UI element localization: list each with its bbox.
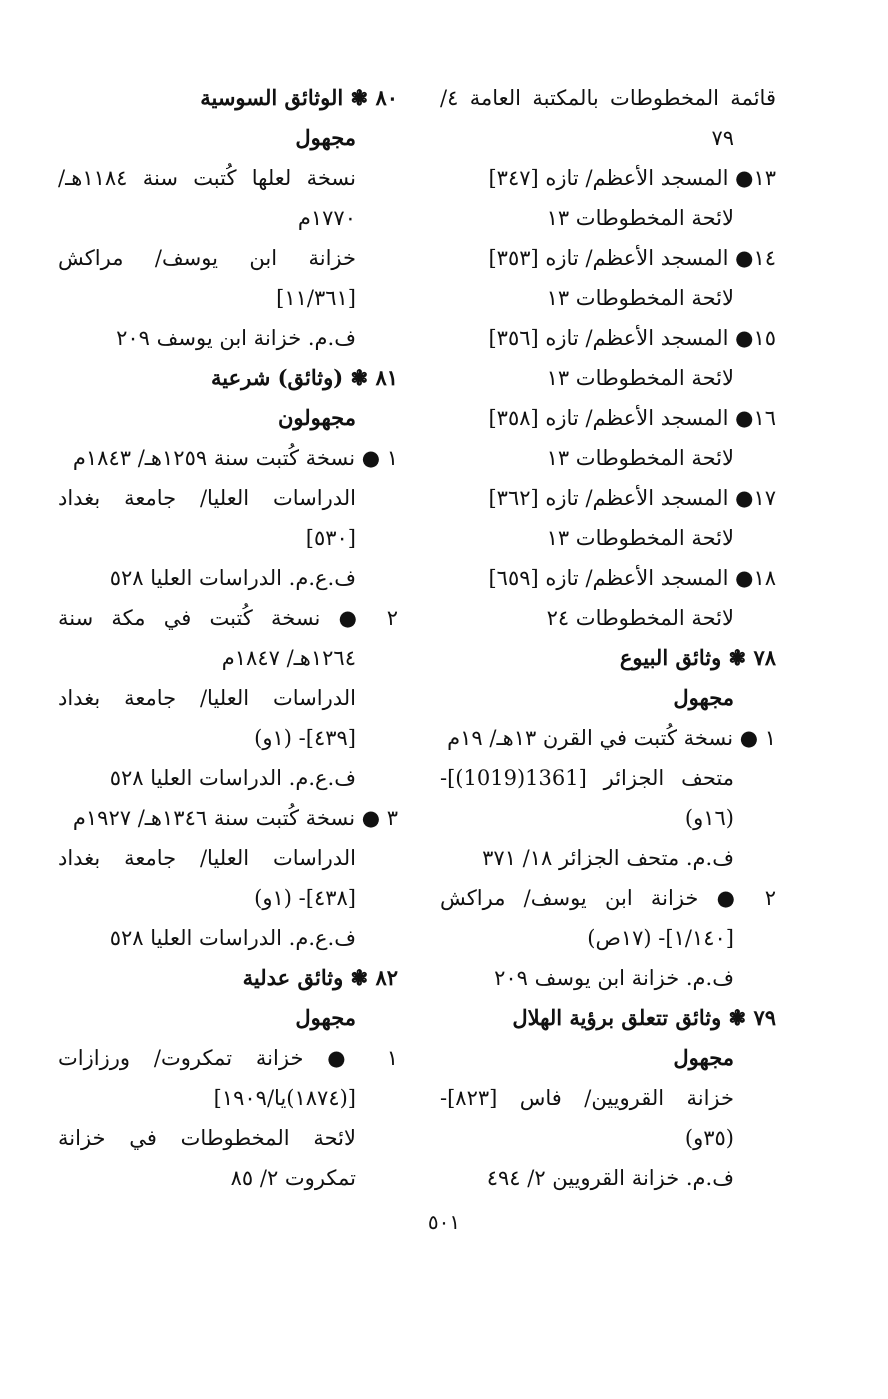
text-line: لائحة المخطوطات ١٣ [546,206,734,230]
text-line: ٨٢ ❃ وثائق عدلية [242,965,398,990]
text-line: [(١٨٧٤)يا/١٩٠٩] [213,1086,356,1110]
text-line: مجهولون [277,405,356,430]
text-line: ف.م. خزانة ابن يوسف ٢٠٩ [116,326,356,350]
text-line: خزانة القرويين/ فاس [٨٢٣]- [440,1086,734,1110]
text-line: ١٥● المسجد الأعظم/ تازه [٣٥٦] [488,326,776,350]
text-line: ١ ● خزانة تمكروت/ ورزازات [58,1046,398,1070]
right-column [440,78,776,1198]
text-line: ١ ● نسخة كُتبت سنة ١٢٥٩هـ/ ١٨٤٣م [72,446,398,470]
left-column [58,78,398,1198]
text-line: ف.ع.م. الدراسات العليا ٥٢٨ [109,926,356,950]
text-line: ٢ ● خزانة ابن يوسف/ مراكش [440,886,776,910]
text-line: مجهول [295,125,356,150]
text-line: نسخة لعلها كُتبت سنة ١١٨٤هـ/ [58,166,356,190]
text-line: [٤٣٨]- (١و) [254,886,356,910]
text-line: ف.ع.م. الدراسات العليا ٥٢٨ [109,766,356,790]
text-line: قائمة المخطوطات بالمكتبة العامة ٤/ [440,86,776,110]
text-line: ٧٩ [711,126,734,150]
text-line: ١٦● المسجد الأعظم/ تازه [٣٥٨] [488,406,776,430]
text-line: ف.م. خزانة ابن يوسف ٢٠٩ [494,966,734,990]
text-line: ٧٩ ❃ وثائق تتعلق برؤية الهلال [512,1005,776,1030]
text-line: لائحة المخطوطات ١٣ [546,526,734,550]
text-line: [١١/٣٦١] [276,286,356,310]
text-line: (٣٥و) [684,1126,734,1150]
text-line: ١ ● نسخة كُتبت في القرن ١٣هـ/ ١٩م [447,726,776,750]
text-line: ٧٨ ❃ وثائق البيوع [619,645,776,670]
text-line: متحف الجزائر [1361(1019)]- [440,766,734,790]
text-line: ٢ ● نسخة كُتبت في مكة سنة [58,606,398,630]
text-line: مجهول [673,1045,734,1070]
text-line: ف.م. متحف الجزائر ١٨/ ٣٧١ [482,846,734,870]
text-line: ف.م. خزانة القرويين ٢/ ٤٩٤ [486,1166,734,1190]
text-line: ١٧٧٠م [297,206,356,230]
text-line: مجهول [673,685,734,710]
text-line: تمكروت ٢/ ٨٥ [230,1166,356,1190]
text-line: [٥٣٠] [305,526,356,550]
text-line: الدراسات العليا/ جامعة بغداد [58,846,356,870]
text-line: ١٢٦٤هـ/ ١٨٤٧م [221,646,356,670]
text-line: ف.ع.م. الدراسات العليا ٥٢٨ [109,566,356,590]
text-line: الدراسات العليا/ جامعة بغداد [58,486,356,510]
text-line: مجهول [295,1005,356,1030]
text-line: لائحة المخطوطات ١٣ [546,366,734,390]
text-line: ٨٠ ❃ الوثائق السوسية [200,85,398,110]
text-line: [١/١٤٠]- (١٧ص) [587,926,734,950]
text-line: ١٧● المسجد الأعظم/ تازه [٣٦٢] [488,486,776,510]
text-line: ١٣● المسجد الأعظم/ تازه [٣٤٧] [488,166,776,190]
text-line: [٤٣٩]- (١و) [254,726,356,750]
text-line: ١٤● المسجد الأعظم/ تازه [٣٥٣] [488,246,776,270]
text-line: خزانة ابن يوسف/ مراكش [58,246,356,270]
text-line: لائحة المخطوطات ١٣ [546,446,734,470]
text-line: ٣ ● نسخة كُتبت سنة ١٣٤٦هـ/ ١٩٢٧م [72,806,398,830]
text-line: ٨١ ❃ (وثائق) شرعية [210,365,398,390]
text-line: (١٦و) [684,806,734,830]
text-line: لائحة المخطوطات ١٣ [546,286,734,310]
text-line: لائحة المخطوطات ٢٤ [546,606,734,630]
page-number: ٥٠١ [427,1210,461,1234]
text-line: لائحة المخطوطات في خزانة [58,1126,356,1150]
text-line: ١٨● المسجد الأعظم/ تازه [٦٥٩] [488,566,776,590]
text-line: الدراسات العليا/ جامعة بغداد [58,686,356,710]
